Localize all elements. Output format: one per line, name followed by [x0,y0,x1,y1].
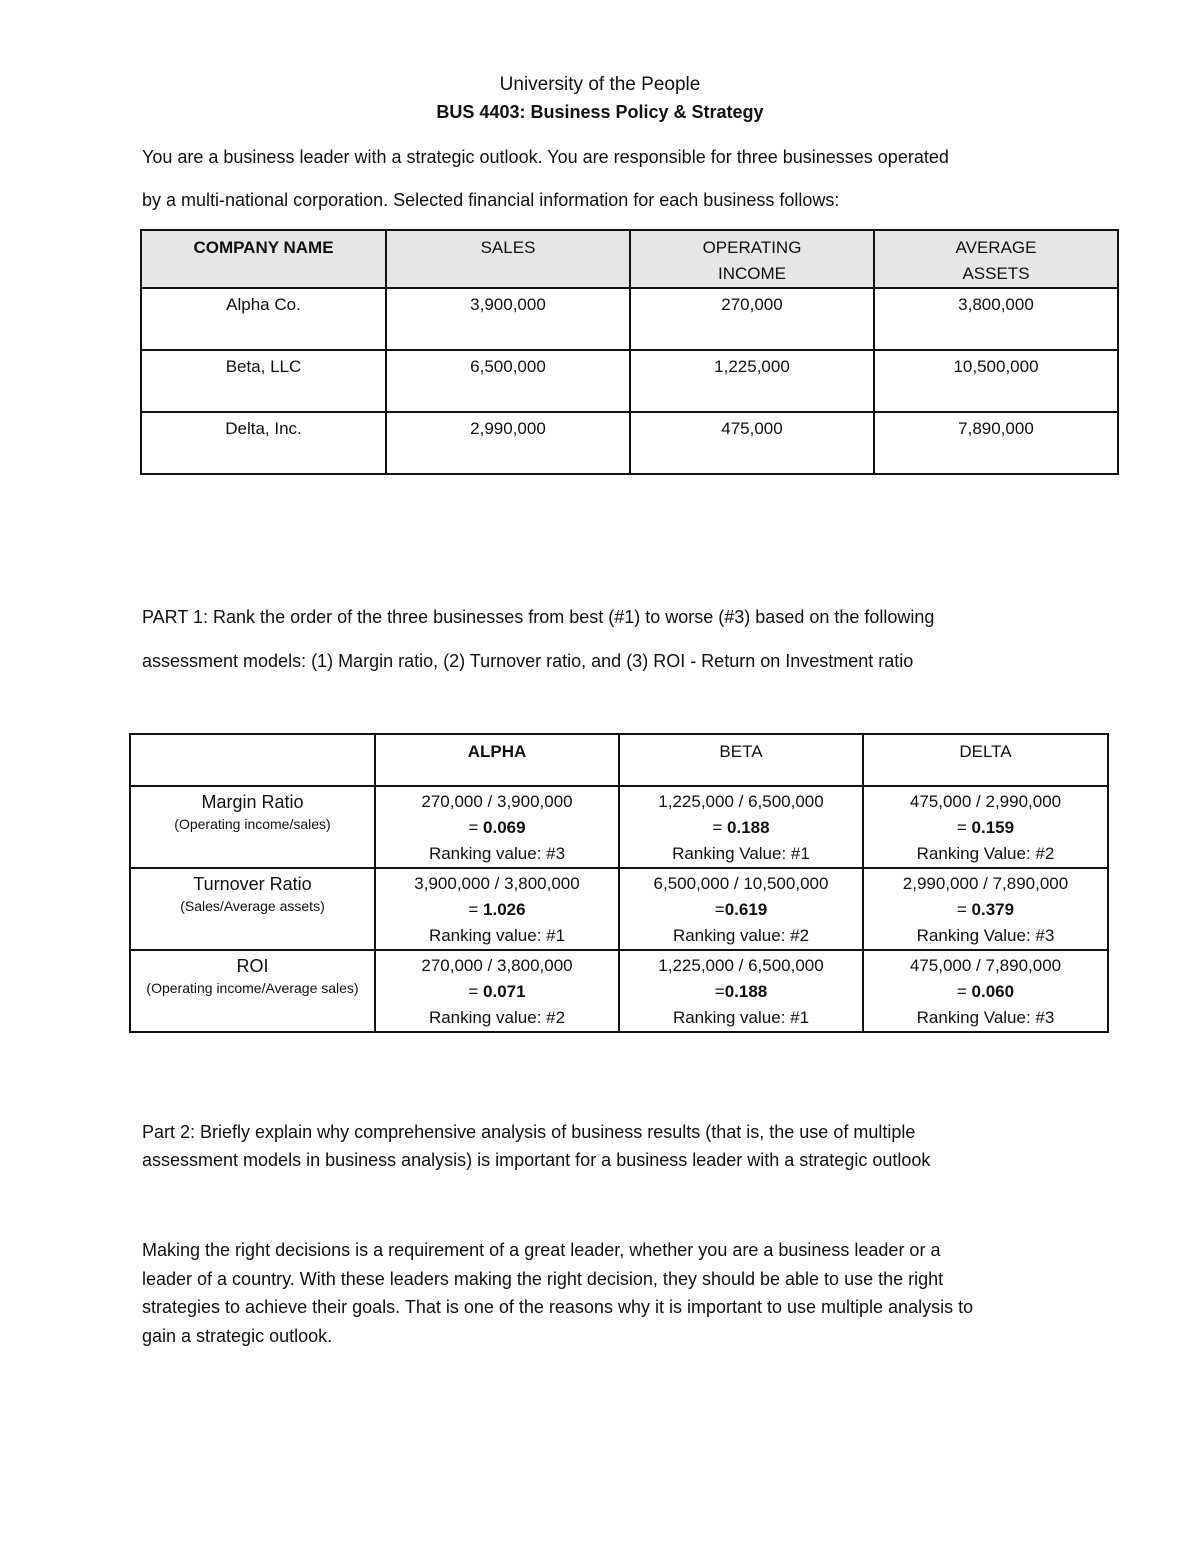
header-alpha: ALPHA [375,734,619,786]
result-line: = 1.026 [468,900,526,919]
metric-cell [130,868,375,950]
metric-name: Margin Ratio [201,792,304,812]
course-title: BUS 4403: Business Policy & Strategy [436,102,764,122]
header-company-name: COMPANY NAME [141,230,386,288]
beta-cell [619,786,863,868]
result-value: 0.159 [971,818,1015,837]
company-cell: Beta, LLC [141,350,386,412]
alpha-cell [375,868,619,950]
rank-text: Ranking value: #2 [428,1008,566,1027]
result-line: = 0.188 [712,818,770,837]
calc-text: 2,990,000 / 7,890,000 [902,874,1069,893]
result-value: 0.188 [724,982,768,1001]
header-sales: SALES [386,230,630,288]
rank-text: Ranking Value: #1 [672,844,810,863]
table-header-row [130,734,1108,786]
calc-text: 6,500,000 / 10,500,000 [653,874,829,893]
header-average-assets: AVERAGE ASSETS [874,230,1118,288]
table-header-row [141,230,1118,288]
rank-text: Ranking Value: #3 [916,1008,1055,1027]
calc-text: 1,225,000 / 6,500,000 [658,792,824,811]
table-row [130,786,1108,868]
operating-income-cell: 475,000 [630,412,874,474]
sales-cell: 2,990,000 [386,412,630,474]
part1-line-2: assessment models: (1) Margin ratio, (2) Turnover ratio, and (3) ROI - Return on Investment ratio [142,651,914,671]
ranking-table [129,733,1109,1033]
delta-cell [863,868,1108,950]
result-line: =0.619 [714,900,768,919]
rank-text: Ranking value: #2 [672,926,810,945]
sales-cell: 3,900,000 [386,288,630,350]
calc-text: 3,900,000 / 3,800,000 [414,874,580,893]
metric-formula: (Operating income/Average sales) [146,980,359,996]
alpha-cell [375,786,619,868]
operating-income-cell: 270,000 [630,288,874,350]
calc-text: 270,000 / 3,900,000 [421,792,573,811]
alpha-cell [375,950,619,1032]
beta-cell [619,950,863,1032]
header-beta: BETA [619,734,863,786]
table-row [141,350,1118,412]
metric-name: ROI [236,956,269,976]
result-line: = 0.069 [468,818,526,837]
result-value: 1.026 [483,900,526,919]
answer-line-4: gain a strategic outlook. [142,1325,333,1346]
rank-text: Ranking Value: #2 [916,844,1055,863]
result-value: 0.071 [483,982,526,1001]
financial-info-table [140,229,1119,475]
table-row [141,412,1118,474]
part2-line-1: Part 2: Briefly explain why comprehensive analysis of business results (that is, the use of multiple [142,1122,916,1142]
rank-text: Ranking Value: #3 [916,926,1055,945]
result-value: 0.069 [483,818,526,837]
result-line: = 0.060 [956,982,1015,1001]
average-assets-cell: 10,500,000 [874,350,1118,412]
result-value: 0.188 [727,818,770,837]
beta-cell [619,868,863,950]
rank-text: Ranking value: #3 [428,844,566,863]
average-assets-cell: 7,890,000 [874,412,1118,474]
metric-formula: (Operating income/sales) [174,816,331,832]
metric-cell [130,786,375,868]
calc-text: 475,000 / 2,990,000 [909,792,1062,811]
average-assets-cell: 3,800,000 [874,288,1118,350]
table-row [130,868,1108,950]
university-title: University of the People [499,74,701,95]
result-value: 0.060 [971,982,1015,1001]
operating-income-cell: 1,225,000 [630,350,874,412]
answer-line-3: strategies to achieve their goals. That is one of the reasons why it is important to use multiple analysis to [142,1297,974,1317]
rank-text: Ranking value: #1 [672,1008,810,1027]
result-line: =0.188 [714,982,768,1001]
calc-text: 475,000 / 7,890,000 [909,956,1062,975]
delta-cell [863,950,1108,1032]
answer-line-1: Making the right decisions is a requirement of a great leader, whether you are a business leader or a [142,1240,941,1260]
calc-text: 270,000 / 3,800,000 [421,956,573,975]
company-cell: Alpha Co. [141,288,386,350]
part2-line-2: assessment models in business analysis) is important for a business leader with a strategic outlook [142,1150,931,1170]
part1-line-1: PART 1: Rank the order of the three businesses from best (#1) to worse (#3) based on the following [142,607,935,627]
result-line: = 0.379 [956,900,1015,919]
result-value: 0.619 [724,900,768,919]
result-line: = 0.071 [468,982,526,1001]
part2-question [142,1118,1062,1174]
delta-cell [863,786,1108,868]
metric-name: Turnover Ratio [193,874,312,894]
table-row [130,950,1108,1032]
intro-line-1: You are a business leader with a strategic outlook. You are responsible for three businesses operated [142,147,949,167]
rank-text: Ranking value: #1 [428,926,566,945]
metric-formula: (Sales/Average assets) [180,898,325,914]
header-delta: DELTA [863,734,1108,786]
intro-line-2: by a multi-national corporation. Selected financial information for each business follows: [142,190,840,210]
metric-cell [130,950,375,1032]
calc-text: 1,225,000 / 6,500,000 [658,956,824,975]
result-line: = 0.159 [956,818,1015,837]
header-operating-income: OPERATING INCOME [630,230,874,288]
answer-line-2: leader of a country. With these leaders making the right decision, they should be able to use the right [142,1268,944,1289]
result-value: 0.379 [971,900,1015,919]
company-cell: Delta, Inc. [141,412,386,474]
table-row [141,288,1118,350]
sales-cell: 6,500,000 [386,350,630,412]
header-empty [130,734,375,786]
part2-answer [142,1236,1062,1350]
